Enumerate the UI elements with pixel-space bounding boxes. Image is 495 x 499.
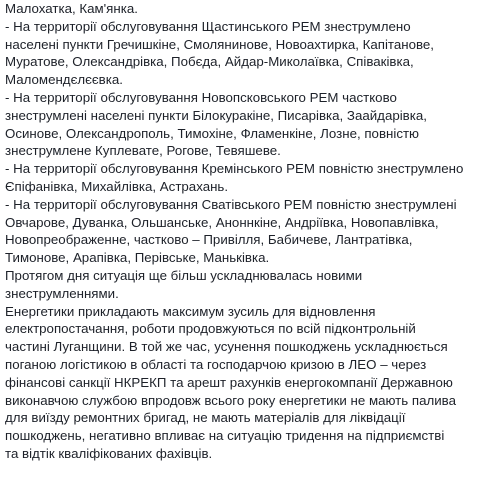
post-text-line: пошкоджень, негативно впливає на ситуацію тридення на підприємстві — [5, 428, 445, 444]
post-text-line: знеструмлені населені пункти Білокуракіне, Писарівка, Заайдарівка, — [5, 107, 427, 123]
post-text-line: Муратове, Олександрівка, Побєда, Айдар-Миколаївка, Співаківка, — [5, 54, 414, 70]
post-text-line: - На территорії обслуговування Сватівського РЕМ повністю знеструмлені — [5, 196, 457, 212]
post-text-line: Протягом дня ситуація ще більш ускладнювалась новими — [5, 267, 363, 283]
post-text-line: Енергетики прикладають максимум зусиль для відновлення — [5, 303, 376, 319]
post-text-line: частині Луганщини. В той же час, усунення пошкоджень ускладнюється — [5, 339, 448, 355]
post-text-line: Єпіфанівка, Михайлівка, Астрахань. — [5, 178, 229, 194]
post-text-line: для виїзду ремонтних бригад, не мають матеріалів для ліквідації — [5, 410, 406, 426]
post-text-line: - На территорії обслуговування Новопсковського РЕМ частково — [5, 89, 397, 105]
post-text-line: Тимонове, Арапівка, Перівське, Манькiвка. — [5, 250, 270, 266]
post-text-line: електропостачання, роботи продовжуються по всій підконтрольній — [5, 321, 416, 337]
post-text-line: - На территорії обслуговування Кремінського РЕМ повністю знеструмлено — [5, 161, 464, 177]
post-text-line: - На территорії обслуговування Щастинського РЕМ знеструмлено — [5, 18, 411, 34]
post-text-line: Осинове, Олександрополь, Тимохіне, Фламенкіне, Лозне, повністю — [5, 125, 420, 141]
post-text-line: знеструмленнями. — [5, 285, 119, 301]
post-text-line: Малохатка, Кам'янка. — [5, 1, 138, 16]
post-text-line: Маломендєлєєвка. — [5, 72, 123, 88]
post-text-line: поганою логістикою в області та господарчою кризою в ЛЕО – через — [5, 356, 427, 372]
post-text-line: фінансові санкції НКРЕКП та арешт рахунків енергокомпанії Державною — [5, 374, 453, 390]
post-text-line: знеструмлене Куплевате, Рогове, Тевяшеве. — [5, 143, 281, 159]
post-text-line: та відтік кваліфікованих фахівців. — [5, 445, 213, 461]
post-text-line: виконавчою службою впродовж всього року енергетики не мають палива — [5, 392, 456, 408]
post-text-line: Новопреображенне, частково – Привілля, Бабичеве, Лантратівка, — [5, 232, 413, 248]
post-text-line: населені пункти Гречишкіне, Смолянинове, Новоахтирка, Капітанове, — [5, 36, 434, 52]
post-text-line: Овчарове, Дуванка, Ольшанське, Аноннкіне, Андріївка, Новопавлівка, — [5, 214, 439, 230]
